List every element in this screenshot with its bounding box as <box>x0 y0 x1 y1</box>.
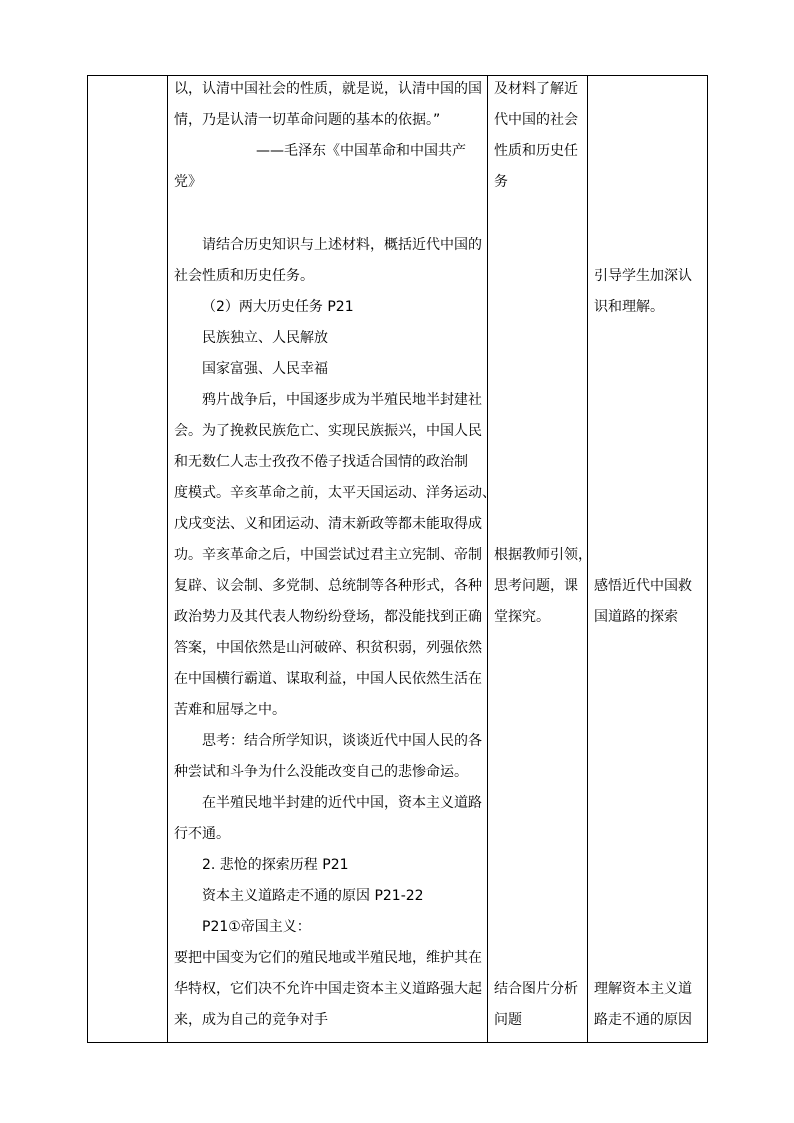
activity-line: 代中国的社会 <box>494 112 578 128</box>
content-line: 功。辛亥革命之后，中国尝试过君主立宪制、帝制 <box>174 547 482 563</box>
content-line: 复辟、议会制、多党制、总统制等各种形式，各种 <box>174 578 482 594</box>
content-line: 种尝试和斗争为什么没能改变自己的悲惨命运。 <box>174 764 468 780</box>
quote-attribution: ——毛泽东《中国革命和中国共产 <box>256 143 466 159</box>
blank-column-cell <box>88 76 168 1043</box>
content-line: 思考：结合所学知识，谈谈近代中国人民的各 <box>202 733 482 749</box>
content-line: 戊戌变法、义和团运动、清末新政等都未能取得成 <box>174 516 482 532</box>
content-line: 在半殖民地半封建的近代中国，资本主义道路 <box>202 795 482 811</box>
content-line: 情，乃是认清一切革命问题的基本的依据。” <box>174 112 441 128</box>
content-line: 党》 <box>174 174 202 190</box>
activity-line: 及材料了解近 <box>494 81 578 97</box>
content-line: 华特权，它们决不允许中国走资本主义道路强大起 <box>174 981 482 997</box>
content-line: 度模式。辛亥革命之前，太平天国运动、洋务运动、 <box>174 485 496 501</box>
activity-line: 问题 <box>494 1012 522 1028</box>
section-heading: 2. 悲怆的探索历程 P21 <box>202 857 349 873</box>
activity-line: 根据教师引领， <box>494 547 592 563</box>
content-line: 答案，中国依然是山河破碎、积贫积弱，列强依然 <box>174 640 482 656</box>
content-line: 国家富强、人民幸福 <box>202 361 328 377</box>
activity-line: 务 <box>494 174 508 190</box>
teaching-content-cell <box>168 76 496 1043</box>
content-line: 资本主义道路走不通的原因 P21-22 <box>202 888 424 904</box>
activity-line: 堂探究。 <box>494 609 550 625</box>
content-line: 苦难和屈辱之中。 <box>174 702 286 718</box>
student-activity-cell <box>488 76 592 1043</box>
intent-line: 感悟近代中国救 <box>594 578 692 594</box>
design-intent-cell <box>588 76 708 1043</box>
content-line: 要把中国变为它们的殖民地或半殖民地，维护其在 <box>174 950 482 966</box>
content-line: 行不通。 <box>174 826 230 842</box>
content-line: 民族独立、人民解放 <box>202 330 328 346</box>
activity-line: 结合图片分析 <box>494 981 578 997</box>
content-line: 以，认清中国社会的性质，就是说，认清中国的国 <box>174 81 482 97</box>
intent-line: 引导学生加深认 <box>594 268 692 284</box>
lesson-plan-table <box>87 75 708 1043</box>
intent-line: 识和理解。 <box>594 299 664 315</box>
content-line: 会。为了挽救民族危亡、实现民族振兴，中国人民 <box>174 423 482 439</box>
activity-line: 性质和历史任 <box>494 143 578 159</box>
intent-line: 路走不通的原因 <box>594 1012 692 1028</box>
intent-line: 国道路的探索 <box>594 609 678 625</box>
content-line: 政治势力及其代表人物纷纷登场，都没能找到正确 <box>174 609 482 625</box>
content-line: 来，成为自己的竞争对手 <box>174 1012 328 1028</box>
intent-line: 理解资本主义道 <box>594 981 692 997</box>
section-heading: （2）两大历史任务 P21 <box>202 299 354 315</box>
activity-line: 思考问题，课 <box>494 578 578 594</box>
content-line: 社会性质和历史任务。 <box>174 268 314 284</box>
content-line: 请结合历史知识与上述材料，概括近代中国的 <box>202 237 482 253</box>
content-line: 鸦片战争后，中国逐步成为半殖民地半封建社 <box>202 392 482 408</box>
content-line: 在中国横行霸道、谋取利益，中国人民依然生活在 <box>174 671 482 687</box>
content-line: 和无数仁人志士孜孜不倦子找适合国情的政治制 <box>174 454 468 470</box>
content-line: P21①帝国主义： <box>202 919 311 935</box>
table-row <box>88 76 708 1043</box>
